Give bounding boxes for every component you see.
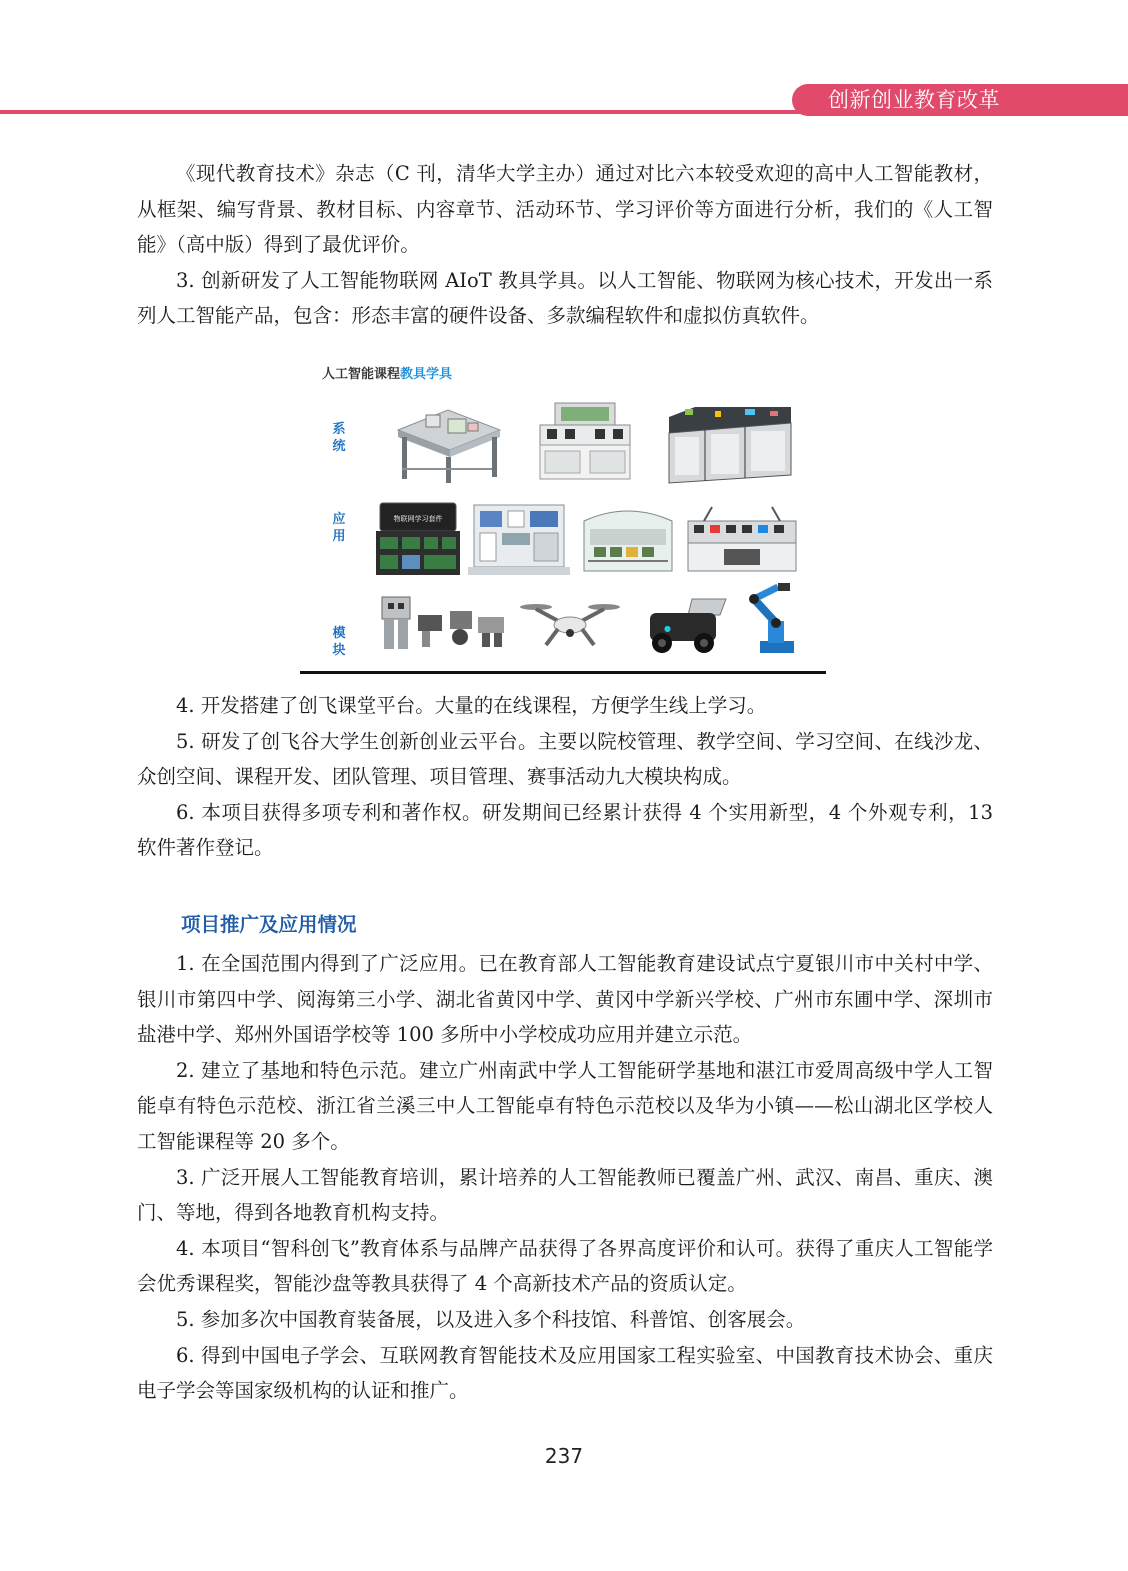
paragraph: 5. 研发了创飞谷大学生创新创业云平台。主要以院校管理、教学空间、学习空间、在线沙龙、众创空间、课程开发、团队管理、项目管理、赛事活动九大模块构成。 xyxy=(137,729,993,789)
drone-image xyxy=(518,593,622,651)
robotic-arm-image xyxy=(734,581,814,657)
robot-modules-image xyxy=(374,591,510,655)
middle-paragraphs xyxy=(137,688,993,866)
section-header-tab: 创新创业教育改革 xyxy=(792,84,1128,116)
smart-factory-model-image xyxy=(578,501,678,577)
bottom-paragraphs xyxy=(137,946,993,1409)
training-workbench-image xyxy=(535,401,635,485)
product-figure xyxy=(300,355,826,675)
paragraph: 3. 创新研发了人工智能物联网 AIoT 教具学具。以人工智能、物联网为核心技术，开发出一系列人工智能产品，包含：形态丰富的硬件设备、多款编程软件和虚拟仿真软件。 xyxy=(137,268,993,328)
figure-title: 人工智能课程教具学具 xyxy=(322,367,453,382)
paragraph: 6. 得到中国电子学会、互联网教育智能技术及应用国家工程实验室、中国教育技术协会、重庆电子学会等国家级机构的认证和推广。 xyxy=(137,1343,993,1403)
smart-sandbox-table-image xyxy=(388,395,508,485)
robot-workstation-image xyxy=(684,505,800,575)
paragraph: 4. 开发搭建了创飞课堂平台。大量的在线课程，方便学生线上学习。 xyxy=(176,694,767,717)
section-heading: 项目推广及应用情况 xyxy=(181,913,357,936)
page-number: 237 xyxy=(544,1444,584,1468)
smart-home-board-image xyxy=(468,503,570,577)
row-label-module: 模块 xyxy=(332,626,346,658)
paragraph: 5. 参加多次中国教育装备展，以及进入多个科技馆、科普馆、创客展会。 xyxy=(176,1307,806,1331)
paragraph: 6. 本项目获得多项专利和著作权。研发期间已经累计获得 4 个实用新型，4 个外观专利，13 软件著作登记。 xyxy=(137,800,993,860)
row-label-application: 应用 xyxy=(332,512,346,544)
lab-table-image xyxy=(665,403,795,485)
robot-car-image xyxy=(642,595,732,655)
paragraph: 1. 在全国范围内得到了广泛应用。已在教育部人工智能教育建设试点宁夏银川市中关村中学、银川市第四中学、阅海第三小学、湖北省黄冈中学、黄冈中学新兴学校、广州市东圃中学、深圳市盐港中学、郑州外国语学校等 100 多所中小学校成功应用并建立示范。 xyxy=(137,952,993,1047)
paragraph: 3. 广泛开展人工智能教育培训，累计培养的人工智能教师已覆盖广州、武汉、南昌、重庆、澳门、等地，得到各地教育机构支持。 xyxy=(137,1165,993,1225)
row-label-system: 系统 xyxy=(332,422,346,454)
top-paragraphs xyxy=(137,156,993,334)
paragraph: 4. 本项目“智科创飞”教育体系与品牌产品获得了各界高度评价和认可。获得了重庆人工智能学会优秀课程奖，智能沙盘等教具获得了 4 个高新技术产品的资质认定。 xyxy=(137,1236,993,1296)
figure-rule xyxy=(300,671,826,674)
iot-kit-case-image xyxy=(372,501,464,577)
kit-label: 物联网学习套件 xyxy=(393,515,443,523)
paragraph: 《现代教育技术》杂志（C 刊，清华大学主办）通过对比六本较受欢迎的高中人工智能教材，从框架、编写背景、教材目标、内容章节、活动环节、学习评价等方面进行分析，我们的《人工智能》（高中版）得到了最优评价。 xyxy=(137,162,993,257)
svg-text:●: ● xyxy=(664,624,671,633)
paragraph: 2. 建立了基地和特色示范。建立广州南武中学人工智能研学基地和湛江市爱周高级中学人工智能卓有特色示范校、浙江省兰溪三中人工智能卓有特色示范校以及华为小镇——松山湖北区学校人工智能课程等 20 多个。 xyxy=(137,1058,993,1153)
